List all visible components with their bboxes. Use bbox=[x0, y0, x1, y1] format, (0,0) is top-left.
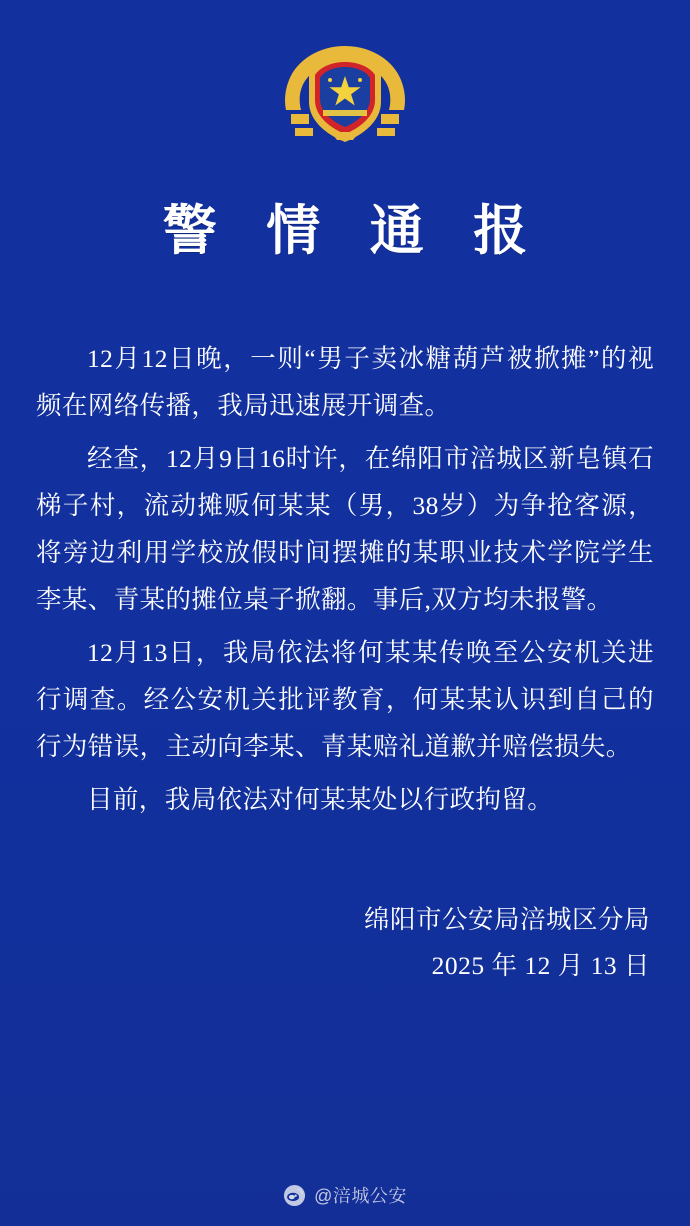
notice-paragraph: 目前，我局依法对何某某处以行政拘留。 bbox=[87, 785, 554, 814]
notice-paragraph: 12月13日，我局依法将何某某传唤至公安机关进行调查。经公安机关批评教育，何某某认识到自己的行为错误，主动向李某、青某赔礼道歉并赔偿损失。 bbox=[36, 638, 654, 761]
weibo-icon bbox=[283, 1184, 306, 1207]
notice-paragraph: 经查，12月9日16时许，在绵阳市涪城区新皂镇石梯子村，流动摊贩何某某（男，38岁）为争抢客源，将旁边利用学校放假时间摆摊的某职业技术学院学生李某、青某的摊位桌子掀翻。事后,双方均未报警。 bbox=[36, 444, 654, 614]
footer-account-handle[interactable]: @涪城公安 bbox=[314, 1186, 407, 1206]
notice-paragraph: 12月12日晚，一则“男子卖冰糖葫芦被掀摊”的视频在网络传播，我局迅速展开调查。 bbox=[36, 344, 654, 420]
notice-body bbox=[36, 335, 654, 823]
issuing-organization: 绵阳市公安局涪城区分局 bbox=[363, 905, 650, 934]
issue-date: 2025 年 12 月 13 日 bbox=[431, 951, 650, 980]
page-title: 警 情 通 报 bbox=[162, 201, 546, 261]
signature-block bbox=[0, 897, 650, 989]
china-police-badge-icon bbox=[279, 40, 411, 150]
footer-watermark bbox=[0, 1182, 690, 1208]
emblem-container bbox=[0, 0, 690, 150]
